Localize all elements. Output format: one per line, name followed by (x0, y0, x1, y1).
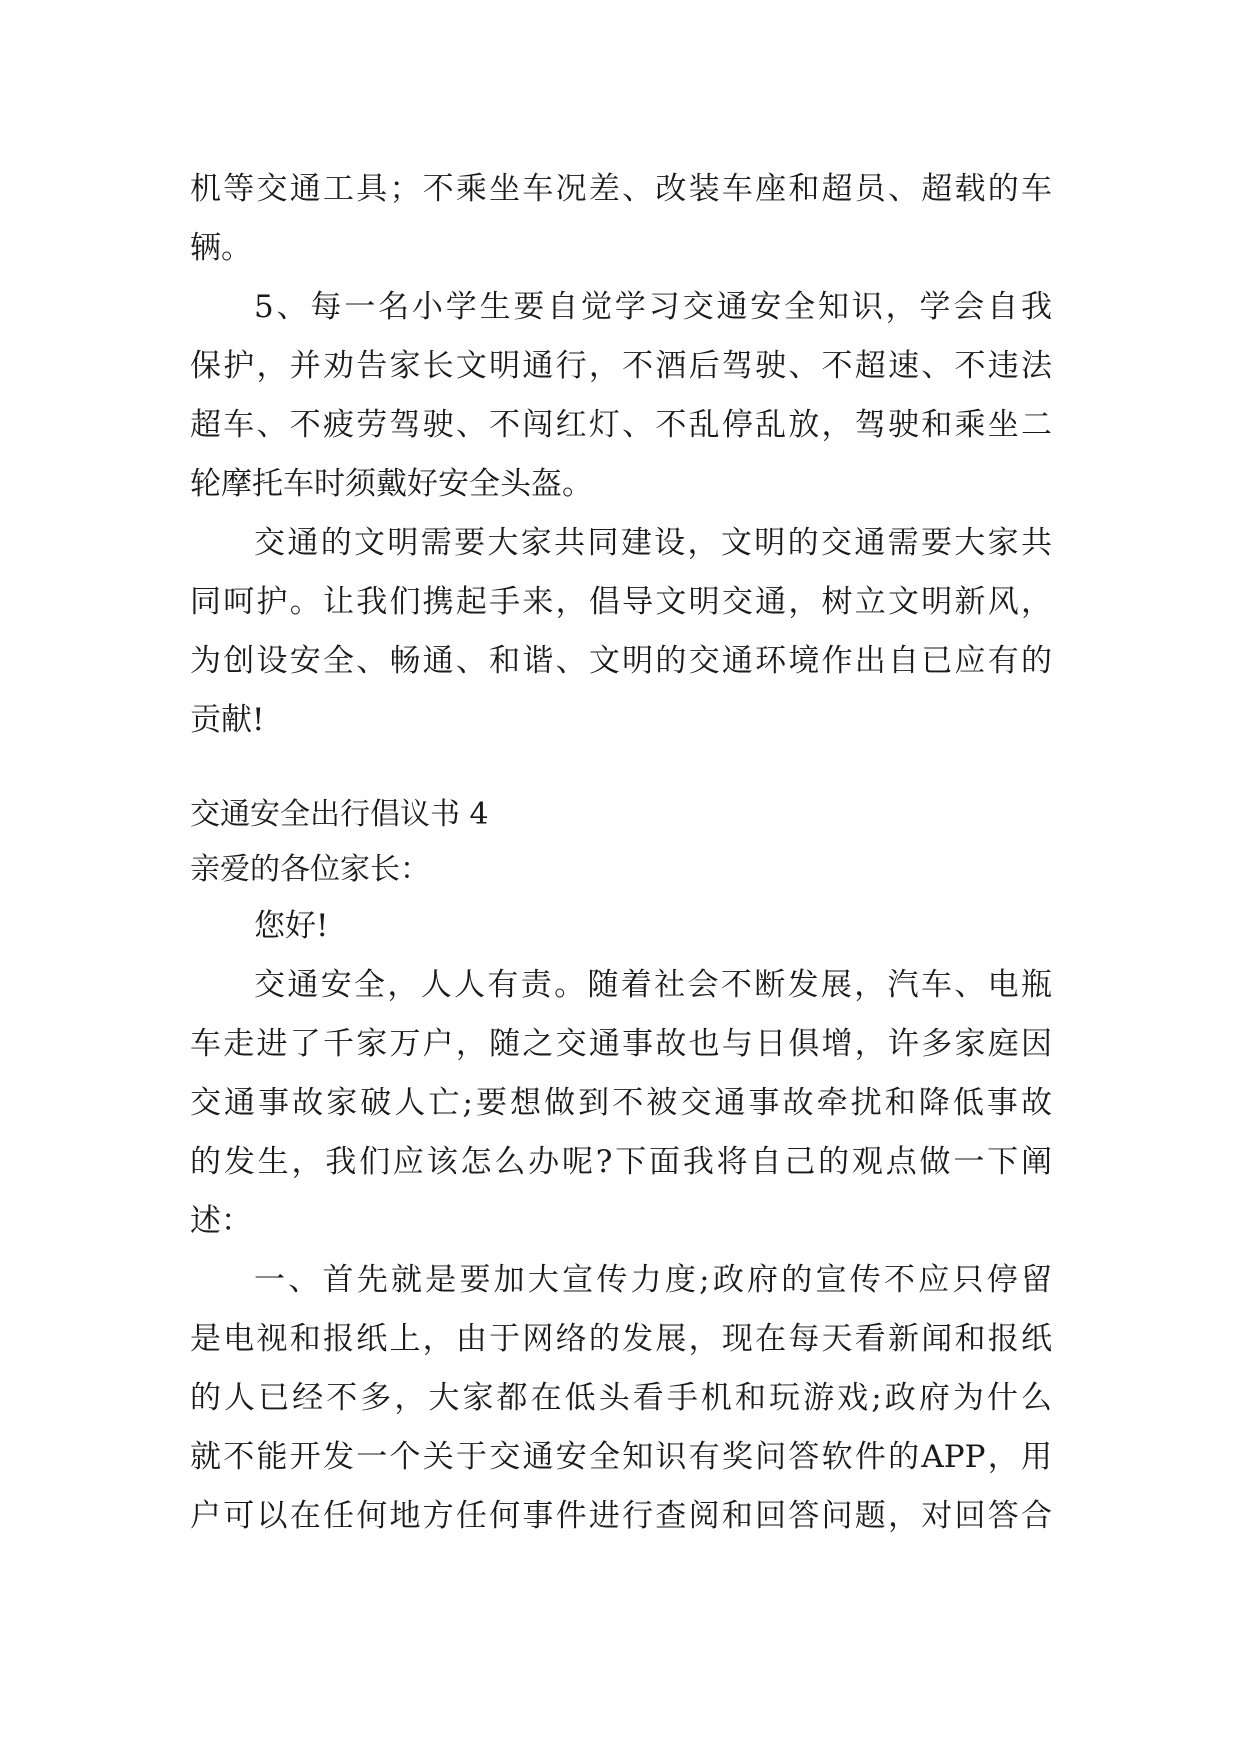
text-line: 户可以在任何地方任何事件进行查阅和回答问题，对回答合 (190, 1498, 1052, 1534)
text-line: 述： (190, 1203, 252, 1239)
salutation: 亲爱的各位家长： (190, 852, 430, 887)
document-page (190, 160, 1052, 1546)
text-line: 的发生，我们应该怎么办呢?下面我将自己的观点做一下阐 (190, 1144, 1052, 1180)
text-line: 交通的文明需要大家共同建设，文明的交通需要大家共 (254, 525, 1052, 561)
text-line: 为创设安全、畅通、和谐、文明的交通环境作出自已应有的 (190, 643, 1052, 679)
text-line: 就不能开发一个关于交通安全知识有奖问答软件的APP，用 (190, 1439, 1052, 1475)
greeting: 您好! (254, 908, 329, 944)
text-line: 5、每一名小学生要自觉学习交通安全知识，学会自我 (254, 289, 1052, 325)
paragraph-point-1 (190, 1251, 1052, 1546)
text-line: 超车、不疲劳驾驶、不闯红灯、不乱停乱放，驾驶和乘坐二 (190, 407, 1052, 443)
text-line: 保护，并劝告家长文明通行，不酒后驾驶、不超速、不违法 (190, 348, 1052, 384)
section-title: 交通安全出行倡议书 4 (190, 797, 489, 832)
paragraph-intro (190, 956, 1052, 1251)
text-line: 贡献! (190, 702, 265, 738)
paragraph-item-5 (190, 278, 1052, 514)
text-line: 是电视和报纸上，由于网络的发展，现在每天看新闻和报纸 (190, 1321, 1052, 1357)
text-line: 车走进了千家万户，随之交通事故也与日俱增，许多家庭因 (190, 1026, 1052, 1062)
paragraph-closing (190, 514, 1052, 750)
text-line: 辆。 (190, 230, 252, 266)
text-line: 同呵护。让我们携起手来，倡导文明交通，树立文明新风， (190, 584, 1052, 620)
text-line: 交通安全，人人有责。随着社会不断发展，汽车、电瓶 (254, 967, 1052, 1003)
text-line: 的人已经不多，大家都在低头看手机和玩游戏;政府为什么 (190, 1380, 1052, 1416)
section-gap (190, 750, 1052, 787)
text-line: 轮摩托车时须戴好安全头盔。 (190, 466, 593, 502)
text-line: 机等交通工具；不乘坐车况差、改装车座和超员、超载的车 (190, 171, 1052, 207)
text-line: 一、首先就是要加大宣传力度;政府的宣传不应只停留 (254, 1262, 1052, 1298)
paragraph-continuation (190, 160, 1052, 278)
text-line: 交通事故家破人亡;要想做到不被交通事故牵扰和降低事故 (190, 1085, 1052, 1121)
